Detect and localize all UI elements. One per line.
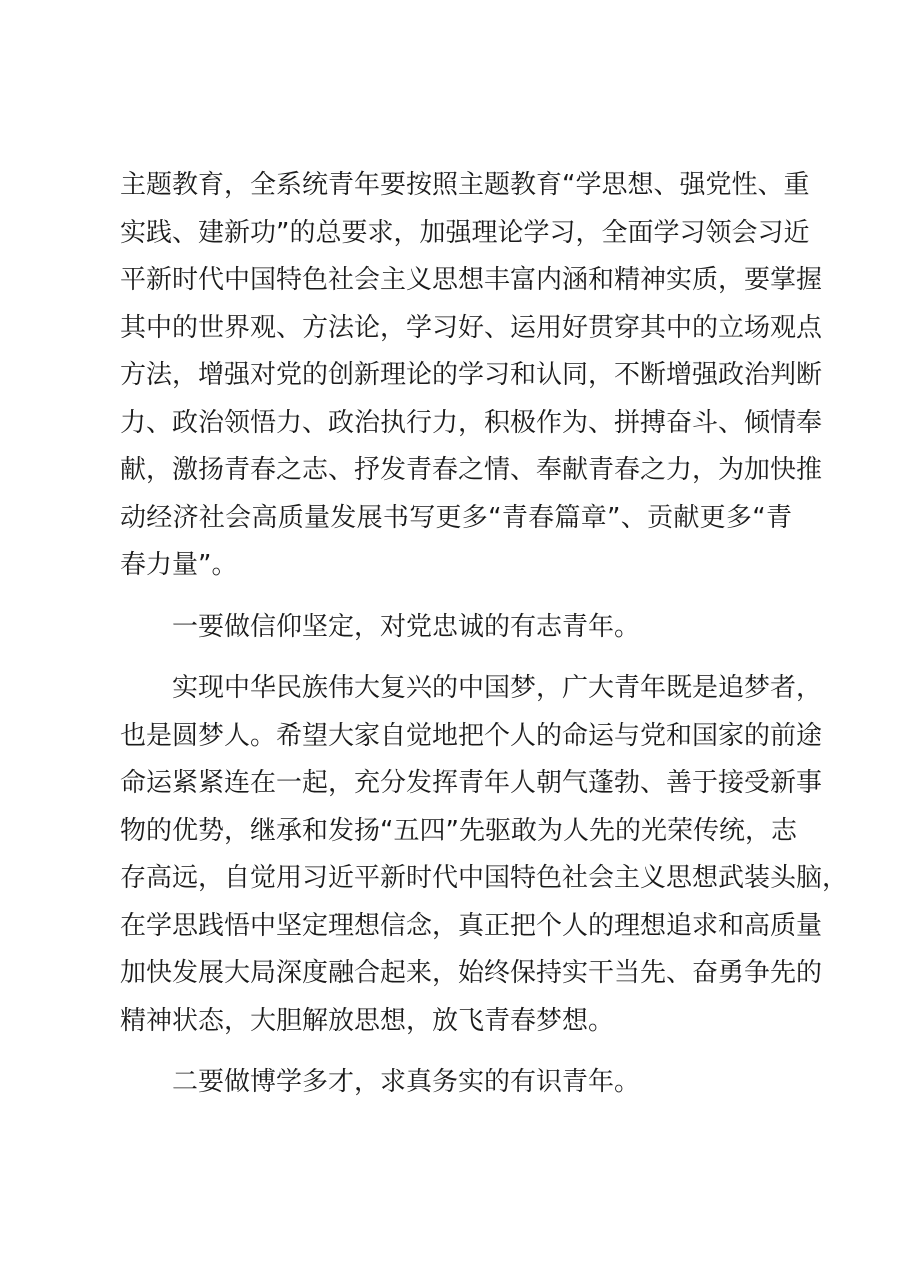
paragraph-line: 在学思践悟中坚定理想信念，真正把个人的理想追求和高质量 — [120, 910, 823, 941]
paragraph-line: 力、政治领悟力、政治执行力，积极作为、拼搏奋斗、倾情奉 — [120, 407, 823, 438]
paragraph-line: 春力量”。 — [120, 550, 238, 580]
paragraph-line: 精神状态，大胆解放思想，放飞青春梦想。 — [120, 1005, 615, 1036]
paragraph-line: 命运紧紧连在一起，充分发挥青年人朝气蓬勃、善于接受新事 — [120, 768, 823, 798]
paragraph-line: 献，激扬青春之志、抒发青春之情、奉献青春之力，为加快推 — [120, 455, 823, 485]
paragraph-line: 其中的世界观、方法论，学习好、运用好贯穿其中的立场观点 — [120, 312, 823, 343]
paragraph-line: 实现中华民族伟大复兴的中国梦，广大青年既是追梦者， — [172, 673, 823, 703]
section-heading-2: 二要做博学多才，求真务实的有识青年。 — [172, 1067, 641, 1097]
paragraph-line: 存高远，自觉用习近平新时代中国特色社会主义思想武装头脑， — [120, 863, 849, 893]
paragraph-line: 加快发展大局深度融合起来，始终保持实干当先、奋勇争先的 — [120, 958, 823, 988]
paragraph-line: 也是圆梦人。希望大家自觉地把个人的命运与党和国家的前途 — [120, 720, 823, 751]
document-body — [120, 162, 849, 1107]
section-heading-1: 一要做信仰坚定，对党忠诚的有志青年。 — [172, 611, 641, 642]
paragraph-line: 物的优势，继承和发扬“五四”先驱敢为人先的光荣传统，志 — [120, 815, 797, 846]
paragraph-spacing — [120, 1045, 792, 1059]
paragraph-dream — [120, 665, 849, 1045]
paragraph-line: 主题教育，全系统青年要按照主题教育“学思想、强党性、重 — [120, 170, 810, 200]
paragraph-spacing — [120, 651, 792, 665]
paragraph-line: 方法，增强对党的创新理论的学习和认同，不断增强政治判断 — [120, 360, 823, 390]
paragraph-spacing — [120, 590, 792, 604]
paragraph-line: 动经济社会高质量发展书写更多“青春篇章”、贡献更多“青 — [120, 502, 792, 533]
paragraph-line: 实践、建新功”的总要求，加强理论学习，全面学习领会习近 — [120, 217, 810, 248]
paragraph-line: 平新时代中国特色社会主义思想丰富内涵和精神实质，要掌握 — [120, 265, 823, 295]
paragraph-intro — [120, 162, 823, 590]
